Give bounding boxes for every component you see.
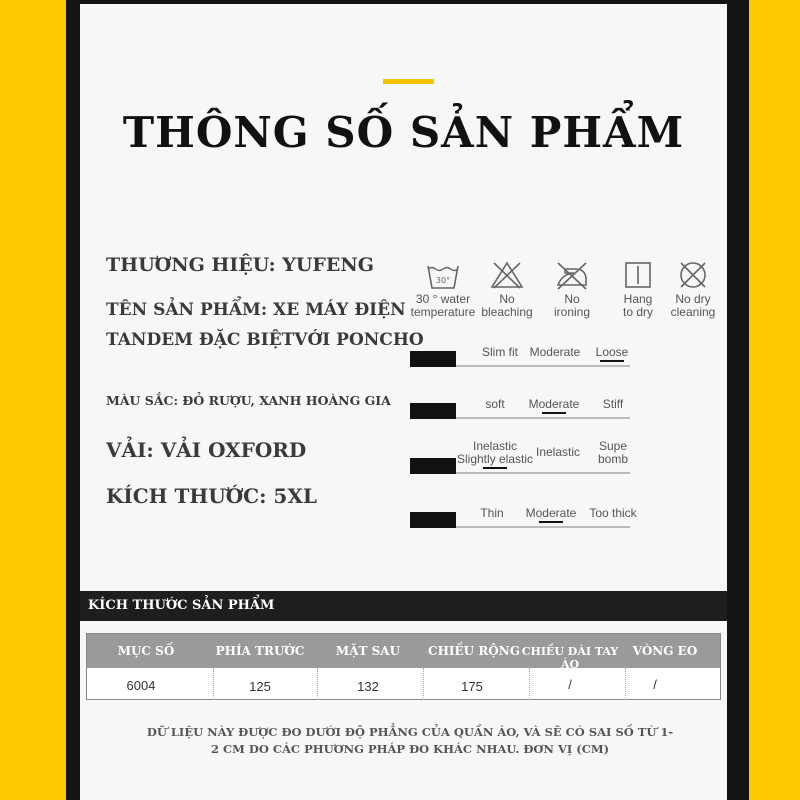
size-section-header [80, 591, 727, 621]
scale-option: soft [485, 397, 505, 411]
scale-option: Moderate [528, 397, 580, 411]
scale-selected-underline [600, 360, 624, 362]
spec-size: KÍCH THƯỚC: 5XL [106, 484, 317, 508]
table-header-cell: MẶT SAU [335, 644, 401, 658]
spec-fabric: VẢI: VẢI OXFORD [106, 438, 307, 462]
care-label-dryclean: No dry cleaning [670, 292, 716, 319]
scale-option: Moderate [525, 506, 577, 520]
scale-marker-bar [410, 458, 456, 474]
scale-option: Thin [480, 506, 504, 520]
spec-product-name-line2: TANDEM ĐẶC BIỆTVỚI PONCHO [106, 330, 424, 350]
scale-fit [410, 337, 630, 367]
spec-color: MÀU SẮC: ĐỎ RƯỢU, XANH HOÀNG GIA [106, 393, 391, 408]
no-iron-icon [552, 260, 592, 290]
scale-thickness [410, 498, 637, 528]
table-header-cell: CHIỀU DÀI TAY ÁO [521, 645, 619, 671]
svg-text:30°: 30° [435, 276, 451, 285]
scale-option: Inelastic Slightly elastic [456, 439, 534, 466]
table-header-cell: MỤC SỐ [117, 644, 175, 658]
spec-brand: THƯƠNG HIỆU: YUFENG [106, 254, 374, 276]
table-header-cell: PHÍA TRƯỚC [215, 644, 305, 658]
care-item-iron [534, 260, 610, 319]
table-cell: 175 [461, 679, 483, 694]
scale-option: Supe bomb [597, 439, 629, 466]
scale-option: Inelastic [535, 445, 581, 459]
frame-left-border [66, 0, 80, 800]
table-cell: 125 [249, 679, 271, 694]
no-bleach-icon [489, 260, 525, 290]
scale-option: Moderate [529, 345, 581, 359]
table-cell: / [653, 677, 657, 692]
scale-option: Stiff [602, 397, 624, 411]
scale-option: Too thick [589, 506, 637, 520]
table-cell: / [568, 677, 572, 692]
measurement-note [130, 724, 690, 758]
size-section-title: KÍCH THƯỚC SẢN PHẨM [88, 598, 275, 613]
table-cell: 132 [357, 679, 379, 694]
scale-elasticity [410, 438, 630, 474]
frame-right-border [727, 0, 749, 800]
note-line-1: DỮ LIỆU NÀY ĐƯỢC ĐO DƯỚI ĐỘ PHẲNG CỦA QUẦN ÁO, VÀ SẼ CÓ SAI SỐ TỪ 1- [146, 725, 674, 739]
scale-softness [410, 389, 630, 419]
scale-marker-bar [410, 403, 456, 419]
title-accent-bar [383, 79, 434, 84]
scale-marker-bar [410, 351, 456, 367]
no-dry-clean-icon [675, 260, 711, 290]
spec-product-name-line1: TÊN SẢN PHẨM: XE MÁY ĐIỆN [106, 300, 406, 320]
scale-selected-underline [483, 467, 507, 469]
table-header-row [87, 634, 720, 671]
care-label-wash: 30 ° water temperature [410, 292, 476, 319]
table-cell: 6004 [126, 678, 156, 693]
care-item-dryclean [655, 260, 731, 319]
care-label-bleach: No bleaching [481, 292, 533, 319]
note-line-2: 2 CM DO CÁC PHƯƠNG PHÁP ĐO KHÁC NHAU. ĐƠN VỊ (CM) [210, 742, 610, 756]
size-table [86, 633, 721, 700]
scale-option: Slim fit [482, 345, 518, 359]
hang-dry-icon [620, 260, 656, 290]
scale-marker-bar [410, 512, 456, 528]
table-header-cell: CHIỀU RỘNG [428, 644, 520, 658]
wash-30-icon [425, 260, 461, 290]
scale-selected-underline [542, 412, 566, 414]
care-label-hang: Hang to dry [622, 292, 653, 319]
care-label-iron: No ironing [553, 292, 591, 319]
table-header-cell: VÒNG EO [632, 644, 698, 658]
scale-selected-underline [539, 521, 563, 523]
scale-option: Loose [595, 345, 629, 359]
page-title: THÔNG SỐ SẢN PHẨM [122, 108, 685, 157]
